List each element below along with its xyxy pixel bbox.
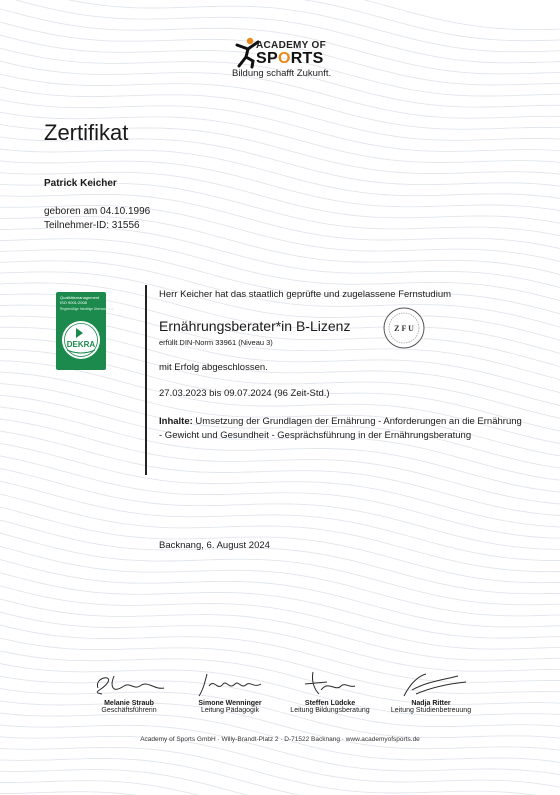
signature-name: Steffen Lüdcke [304, 700, 356, 707]
signature-block-luedcke [275, 668, 385, 714]
course-title: Ernährungsberater*in B-Lizenz [159, 318, 351, 334]
participant-name: Patrick Keicher [44, 178, 117, 189]
dekra-line-2: ISO 9001:2008 [60, 300, 87, 305]
zfu-letters: Z F U [394, 324, 414, 333]
signature-role: Geschäftsführerin [101, 707, 157, 714]
academy-of-sports-logo [228, 36, 338, 82]
signature-block-ritter [376, 668, 486, 714]
logo-academy-text: ACADEMY OF [256, 40, 327, 51]
footer-address: Academy of Sports GmbH · Willy-Brandt-Platz 2 · D-71522 Backnang · www.academyofsports.de [140, 736, 420, 743]
completion-text: mit Erfolg abgeschlossen. [159, 362, 268, 373]
logo-tagline: Bildung schafft Zukunft. [232, 68, 332, 79]
signature-name: Melanie Straub [104, 700, 154, 707]
handwritten-signature [285, 668, 375, 698]
handwritten-signature [185, 668, 275, 698]
logo-sports-text: SPORTS [256, 50, 324, 67]
course-norm: erfüllt DIN-Norm 33961 (Niveau 3) [159, 338, 273, 347]
dekra-name: DEKRA [66, 340, 96, 349]
dekra-line-3: Regelmäßige freiwillige Überwachung [60, 307, 114, 311]
signature-role: Leitung Pädagogik [201, 707, 259, 714]
contents-label: Inhalte: [159, 416, 193, 427]
course-dates: 27.03.2023 bis 09.07.2024 (96 Zeit-Std.) [159, 388, 330, 399]
signature-block-straub [74, 668, 184, 714]
course-intro: Herr Keicher hat das staatlich geprüfte und zugelassene Fernstudium [159, 289, 452, 300]
dekra-certification-badge [56, 292, 114, 370]
zfu-seal-icon [383, 307, 425, 349]
birth-date: geboren am 04.10.1996 [44, 206, 151, 217]
place-and-date: Backnang, 6. August 2024 [159, 540, 270, 551]
signature-role: Leitung Bildungsberatung [290, 707, 370, 714]
signature-block-wenninger [175, 668, 285, 714]
signature-role: Leitung Studienbetreuung [390, 707, 472, 714]
participant-id: Teilnehmer-ID: 31556 [44, 220, 140, 231]
dekra-line-1: Qualitätsmanagement [60, 295, 100, 300]
vertical-divider [145, 285, 147, 475]
signature-name: Nadja Ritter [411, 700, 451, 707]
handwritten-signature [84, 668, 174, 698]
handwritten-signature [386, 668, 476, 698]
signature-name: Simone Wenninger [198, 700, 262, 707]
course-contents [159, 415, 524, 443]
contents-text: Umsetzung der Grundlagen der Ernährung - Anforderungen an die Ernährung - Gewicht und Gesundheit - Gesprächsführung in der Ernährungsberatung [159, 416, 522, 441]
certificate-title: Zertifikat [44, 120, 129, 145]
